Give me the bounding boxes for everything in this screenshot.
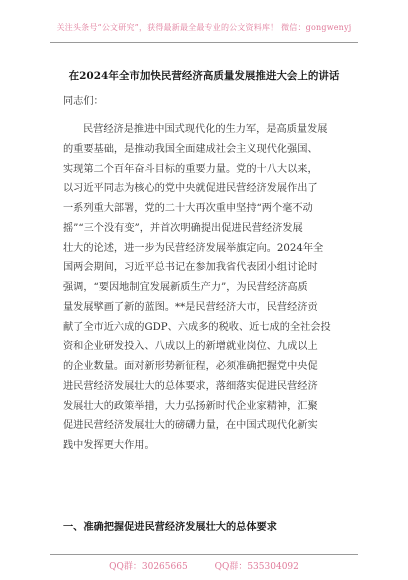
paragraph-line: 民营经济是推进中国式现代化的生力军，是高质量发展	[83, 124, 328, 135]
paragraph-line: 强调，“要因地制宜发展新质生产力”，为民营经济高质	[63, 282, 308, 293]
body-paragraph	[63, 120, 347, 456]
paragraph-line: 摇”“三个没有变”，并首次明确提出促进民营经济发展	[63, 222, 303, 234]
paragraph-line: 献了全市近六成的GDP、六成多的税收、近七成的全社会投	[63, 321, 331, 333]
paragraph-line: 促进民营经济发展壮大的磅礴力量，在中国式现代化新实	[63, 420, 318, 432]
footer-divider	[50, 554, 358, 555]
footer-qq-group-1: QQ群：30265665	[109, 562, 188, 572]
header-divider	[50, 42, 358, 43]
paragraph-line: 发展壮大的政策举措，大力弘扬新时代企业家精神，汇聚	[63, 400, 318, 412]
salutation: 同志们：	[63, 96, 104, 107]
paragraph-line: 的重要基础，是推动我国全面建成社会主义现代化强国、	[63, 143, 318, 155]
document-title: 在2024年全市加快民营经济高质量发展推进大会上的讲话	[68, 70, 340, 82]
paragraph-line: 国两会期间，习近平总书记在参加我省代表团小组讨论时	[63, 262, 318, 274]
footer-qq-group-2: QQ群：535304092	[214, 562, 299, 572]
paragraph-line: 一系列重大部署，党的二十大再次重申坚持“两个毫不动	[63, 203, 313, 214]
section-heading: 一、准确把握促进民营经济发展壮大的总体要求	[63, 521, 277, 533]
paragraph-line: 壮大的论述，进一步为民营经济发展举旗定向。2024年全	[63, 242, 324, 254]
paragraph-line: 资和企业研发投入、八成以上的新增就业岗位、九成以上	[63, 341, 318, 353]
paragraph-line: 量发展擘画了新的蓝图。**是民营经济大市，民营经济贡	[63, 301, 318, 313]
header-note: 关注头条号“公文研究”，获得最新最全最专业的公文资料库！ 微信：gongwenyj	[56, 23, 352, 32]
footer	[0, 559, 408, 572]
paragraph-line: 进民营经济发展壮大的总体要求，落细落实促进民营经济	[63, 380, 318, 392]
paragraph-line: 实现第二个百年奋斗目标的重要力量。党的十八大以来，	[63, 163, 318, 175]
paragraph-line: 践中发挥更大作用。	[63, 440, 155, 451]
paragraph-line: 以习近平同志为核心的党中央就促进民营经济发展作出了	[63, 183, 318, 195]
paragraph-line: 的企业数量。面对新形势新征程，必须准确把握党中央促	[63, 361, 318, 372]
